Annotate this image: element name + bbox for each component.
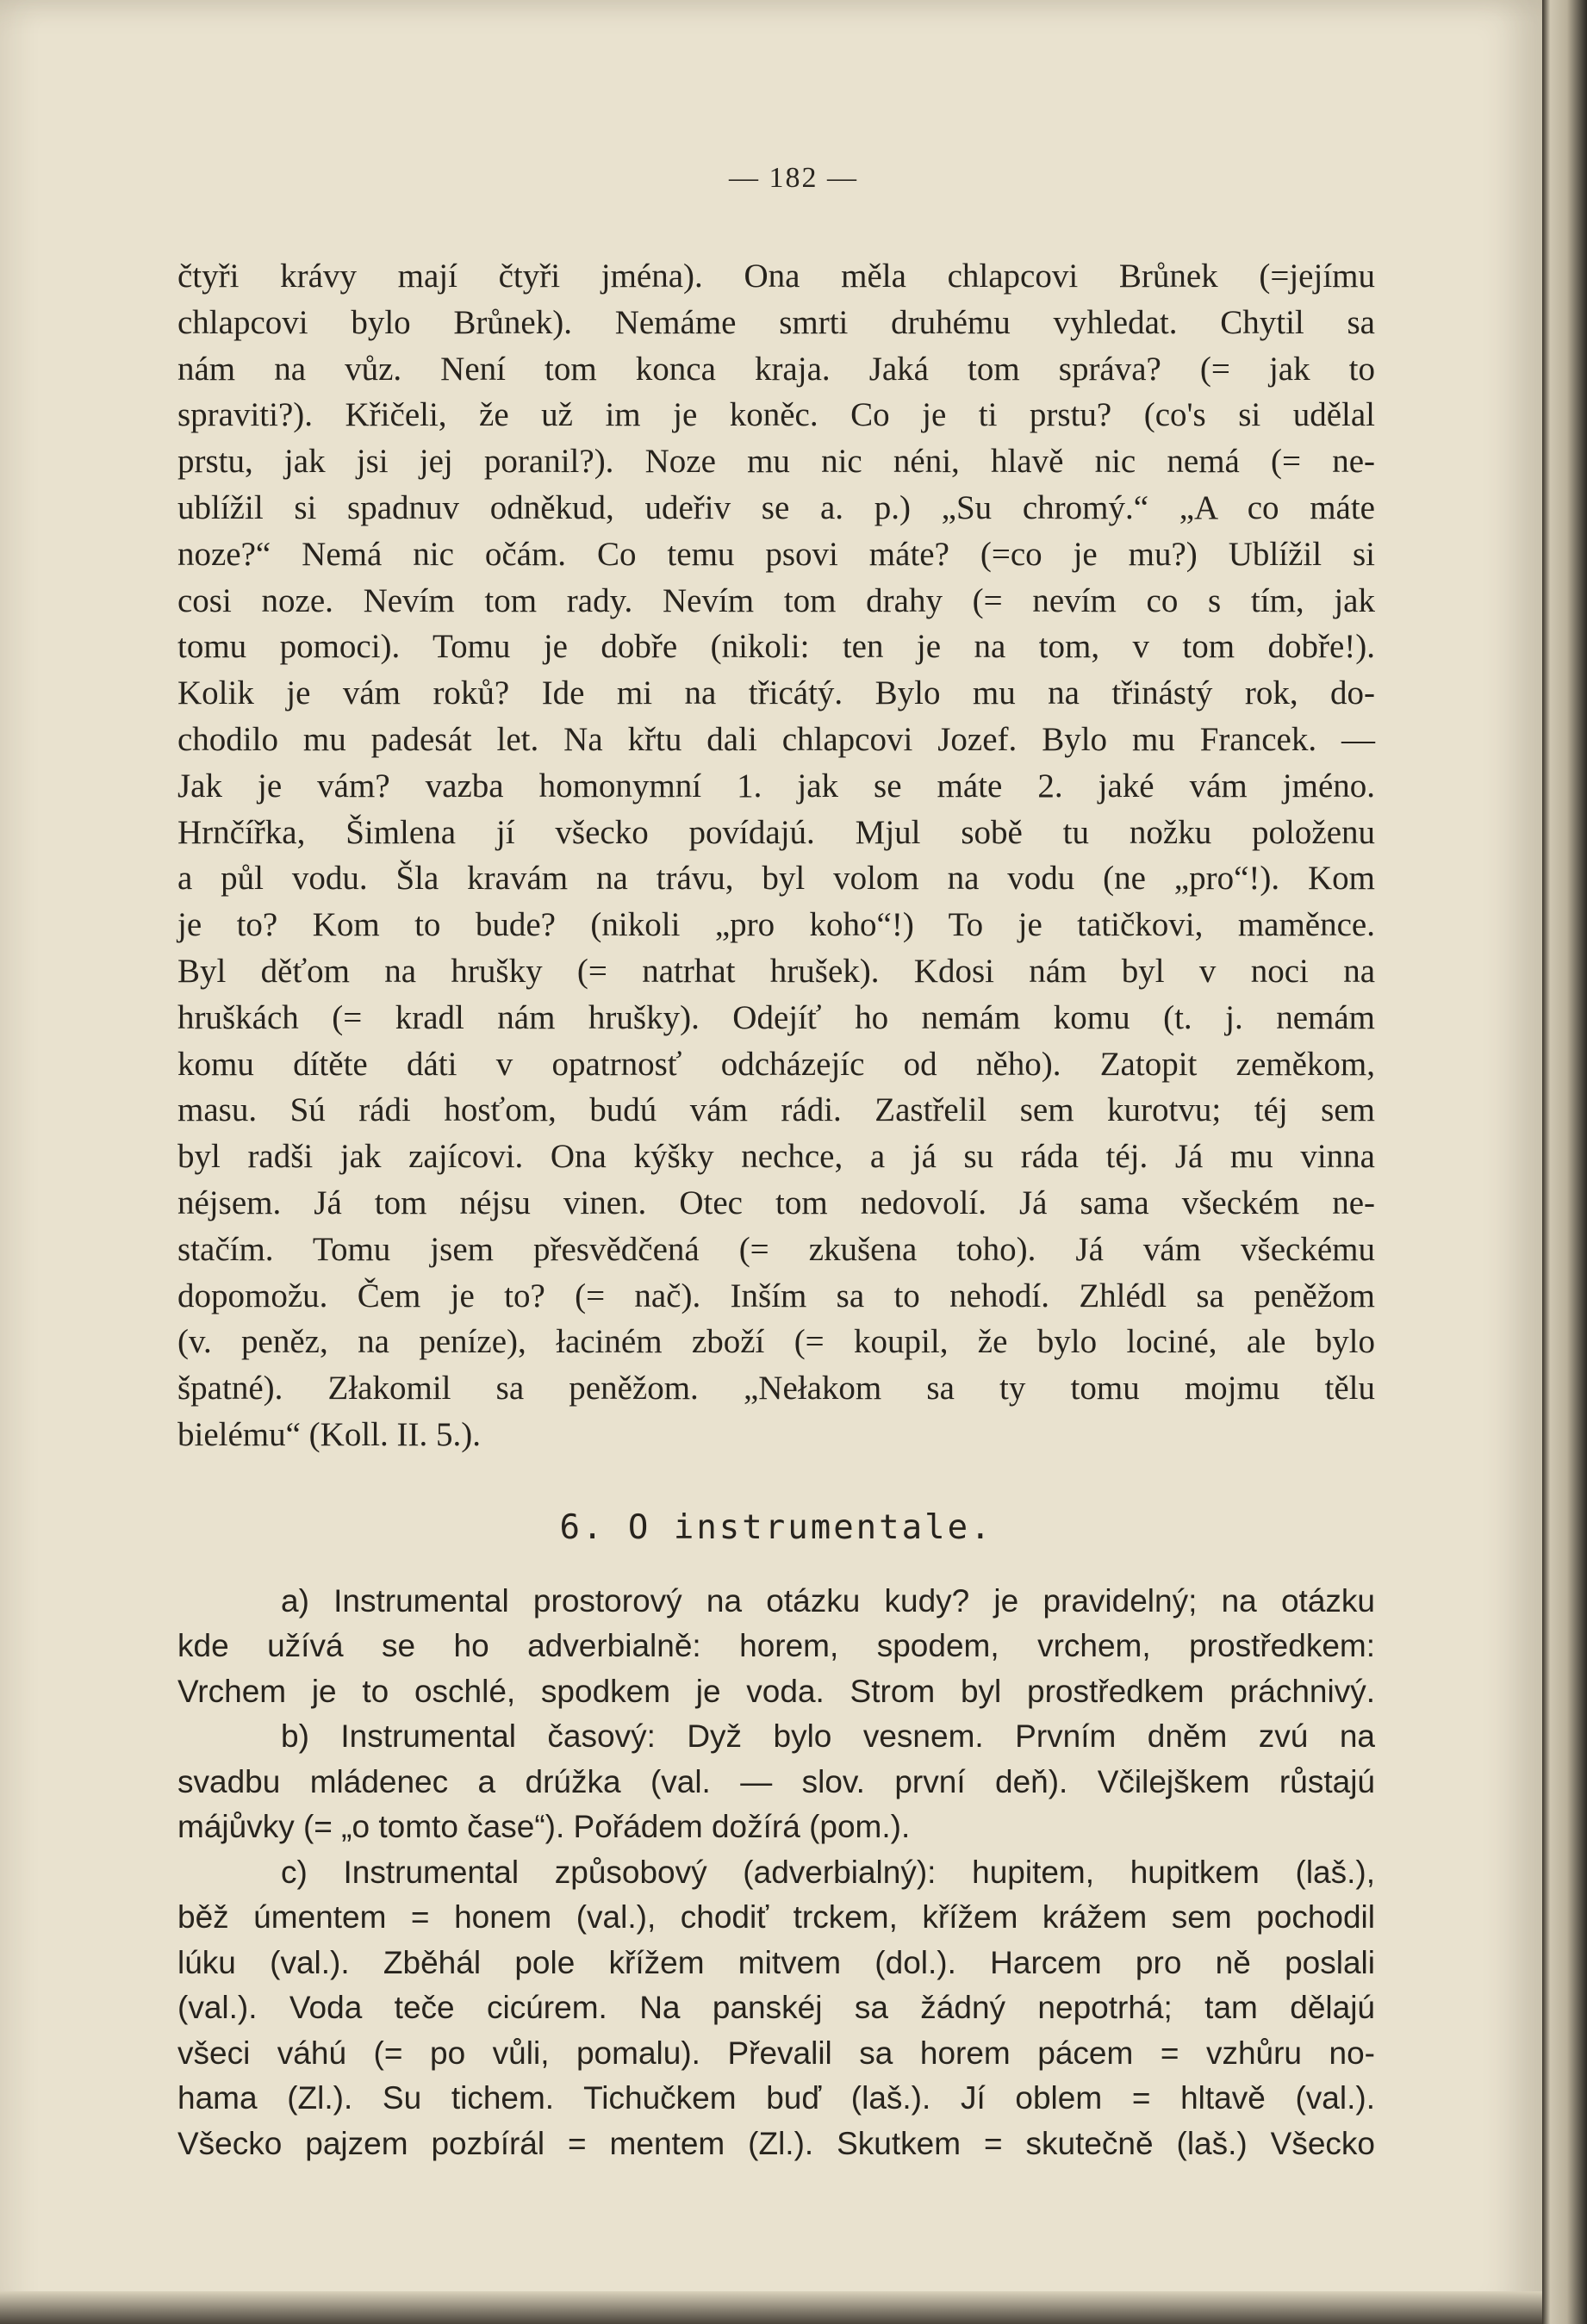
text-line: ublížil si spadnuv odněkud, udeřiv se a. p.) „Su chromý.“ „A co máte bbox=[177, 488, 1375, 526]
text-line: Kolik je vám roků? Ide mi na třicátý. Bylo mu na třinástý rok, do- bbox=[177, 674, 1375, 712]
paragraph-2 bbox=[177, 1579, 1375, 2167]
text-line: bielému“ (Koll. II. 5.). bbox=[177, 1415, 481, 1453]
text-line: všeci váhú (= po vůli, pomalu). Převalil sa horem pácem = vzhůru no- bbox=[177, 2035, 1375, 2071]
text-line: Jak je vám? vazba homonymní 1. jak se máte 2. jaké vám jméno. bbox=[177, 767, 1375, 805]
text-line: běž úmentem = honem (val.), chodiť trckem, křížem krážem sem pochodil bbox=[177, 1899, 1375, 1936]
text-line: hruškách (= kradl nám hrušky). Odejíť ho nemám komu (t. j. nemám bbox=[177, 998, 1375, 1036]
text-line: (v. peněz, na peníze), łaciném zboží (= koupil, že bylo lociné, ale bylo bbox=[177, 1323, 1375, 1361]
text-line: je to? Kom to bude? (nikoli „pro koho“!) To je tatičkovi, maměnce. bbox=[177, 906, 1375, 944]
text-line: májůvky (= „o tomto čase“). Pořádem dožírá (pom.). bbox=[177, 1809, 911, 1845]
text-line: nám na vůz. Není tom konca kraja. Jaká tom správa? (= jak to bbox=[177, 350, 1375, 388]
text-line: Byl děťom na hrušky (= natrhat hrušek). Kdosi nám byl v noci na bbox=[177, 952, 1375, 990]
text-line: spraviti?). Křičeli, že už im je koněc. Co je ti prstu? (co's si udělal bbox=[177, 396, 1375, 434]
text-line: stačím. Tomu jsem přesvědčená (= zkušena toho). Já vám všeckému bbox=[177, 1230, 1375, 1268]
text-line: b) Instrumental časový: Dyž bylo vesnem. Prvním dněm zvú na bbox=[281, 1718, 1375, 1755]
text-line: komu dítěte dáti v opatrnosť odcházejíc od něho). Zatopit zeměkom, bbox=[177, 1045, 1375, 1083]
text-line: néjsem. Já tom néjsu vinen. Otec tom nedovolí. Já sama všeckém ne- bbox=[177, 1184, 1375, 1221]
text-line: c) Instrumental způsobový (adverbialný): hupitem, hupitkem (laš.), bbox=[281, 1854, 1375, 1890]
text-line: chlapcovi bylo Brůnek). Nemáme smrti druhému vyhledat. Chytil sa bbox=[177, 303, 1375, 341]
text-line: tomu pomoci). Tomu je dobře (nikoli: ten je na tom, v tom dobře!). bbox=[177, 628, 1375, 666]
page-bottom-edge bbox=[0, 2291, 1542, 2324]
text-line: byl radši jak zajícovi. Ona kýšky nechce, a já su ráda téj. Já mu vinna bbox=[177, 1138, 1375, 1176]
text-line: noze?“ Nemá nic očám. Co temu psovi máte? (=co je mu?) Ublížil si bbox=[177, 535, 1375, 573]
text-line: Vrchem je to oschlé, spodkem je voda. Strom byl prostředkem práchnivý. bbox=[177, 1673, 1375, 1709]
text-line: hama (Zl.). Su tichem. Tichučkem buď (laš.). Jí oblem = hltavě (val.). bbox=[177, 2080, 1375, 2116]
page-text bbox=[177, 253, 1375, 2166]
paragraph-1 bbox=[177, 253, 1375, 1458]
book-spine-edge bbox=[1542, 0, 1587, 2324]
text-line: chodilo mu padesát let. Na křtu dali chlapcovi Jozef. Bylo mu Francek. — bbox=[177, 720, 1375, 758]
text-line: svadbu mládenec a drúžka (val. — slov. první deň). Včilejškem růstajú bbox=[177, 1763, 1375, 1799]
text-line: (val.). Voda teče cicúrem. Na panskéj sa žádný nepotrhá; tam dělajú bbox=[177, 1990, 1375, 2026]
section-heading: 6. O instrumentale. bbox=[559, 1507, 993, 1547]
text-line: dopomožu. Čem je to? (= nač). Inším sa to nehodí. Zhlédl sa peněžom bbox=[177, 1277, 1375, 1314]
text-line: a) Instrumental prostorový na otázku kudy? je pravidelný; na otázku bbox=[281, 1582, 1375, 1619]
text-line: Všecko pajzem pozbírál = mentem (Zl.). Skutkem = skutečně (laš.) Všecko bbox=[177, 2125, 1375, 2161]
text-line: špatné). Złakomil sa peněžom. „Nełakom sa ty tomu mojmu tělu bbox=[177, 1370, 1375, 1407]
text-line: lúku (val.). Zběhál pole křížem mitvem (dol.). Harcem pro ně poslali bbox=[177, 1944, 1375, 1980]
text-line: kde užívá se ho adverbialně: horem, spodem, vrchem, prostředkem: bbox=[177, 1628, 1375, 1664]
text-line: prstu, jak jsi jej poranil?). Noze mu nic néni, hlavě nic nemá (= ne- bbox=[177, 443, 1375, 481]
text-line: Hrnčířka, Šimlena jí všecko povídajú. Mjul sobě tu nožku položenu bbox=[177, 813, 1375, 851]
text-line: čtyři krávy mají čtyři jména). Ona měla chlapcovi Brůnek (=jejímu bbox=[177, 258, 1375, 295]
text-line: a půl vodu. Šla kravám na trávu, byl volom na vodu (ne „pro“!). Kom bbox=[177, 860, 1375, 898]
text-line: masu. Sú rádi hosťom, budú vám rádi. Zastřelil sem kurotvu; téj sem bbox=[177, 1091, 1375, 1129]
page-number: — 182 — bbox=[729, 162, 858, 194]
text-line: cosi noze. Nevím tom rady. Nevím tom drahy (= nevím co s tím, jak bbox=[177, 581, 1375, 619]
